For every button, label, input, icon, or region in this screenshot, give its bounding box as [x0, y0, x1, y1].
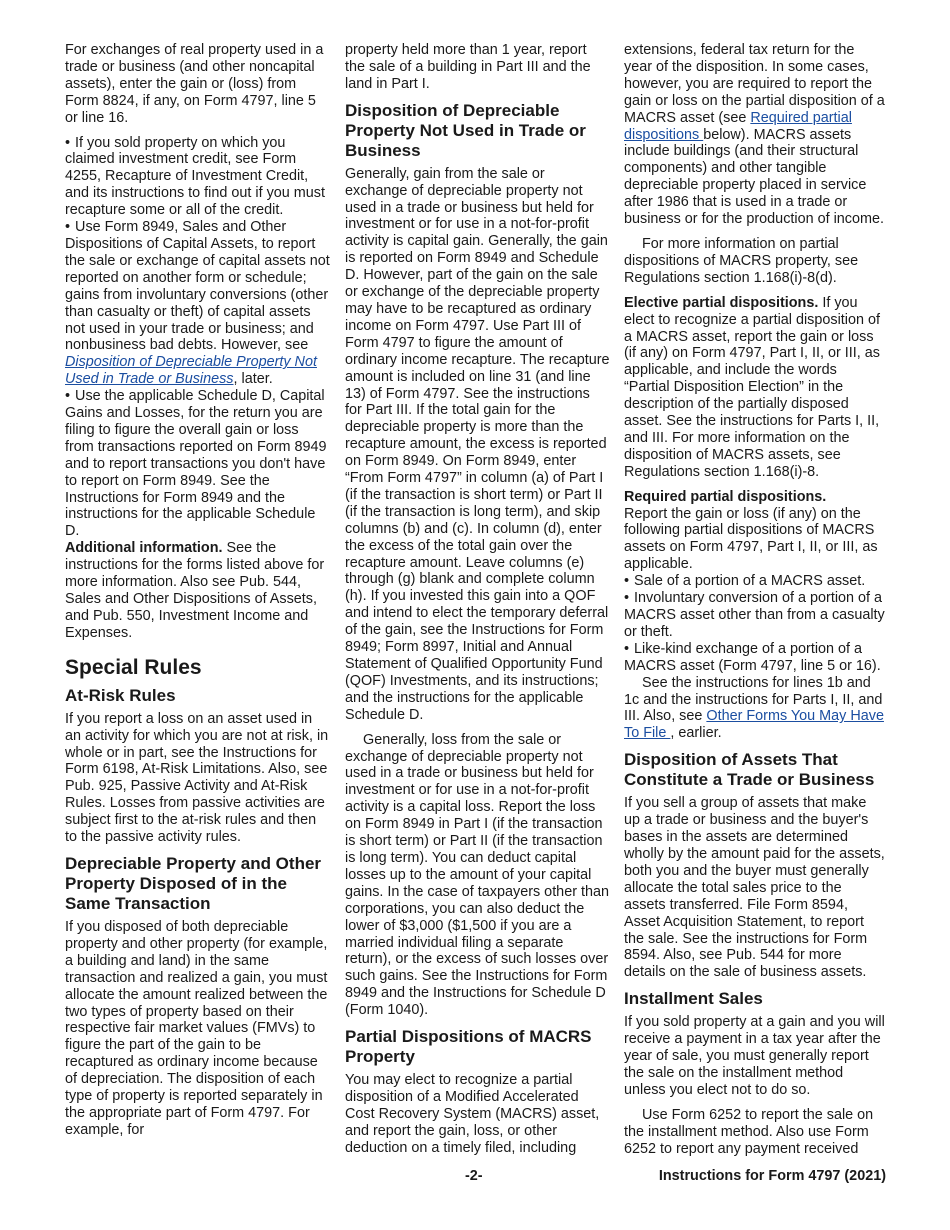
paragraph-disposition-gain: Generally, gain from the sale or exchange of depreciable property not used in a trade or business but held for investment or for use in a not-for-profit activity is capital gain. Generally, the gain is reported on Form 8949 and Schedule D. However, part of the gain on the sale or exchange of the depreciable property may have to be recaptured as ordinary income on Form 4797. Use Part III of Form 4797 to figure the amount of ordinary income recapture. The recapture amount is included on line 31 (and line 13) of Form 4797. See the instructions for Part III. If the total gain for the depreciable property is more than the recapture amount, the excess is reported on Form 8949. On Form 8949, enter “From Form 4797” in column (a) of Part I (if the transaction is short term) or Part II (if the transaction is long term), and skip columns (b) and (c). In column (d), enter the excess of the total gain over the recapture amount. Leave columns (e) through (g) blank and complete column (h). If you invested this gain into a QOF and intend to elect the temporary deferral of the gain, see the Instructions for Form 8949; Form 8997, Initial and Annual Statement of Qualified Opportunity Fund (QOF) Investments, and its instructions; and the instructions for the applicable Schedule D.	[345, 165, 610, 723]
paragraph-installment-sales-2: Use Form 6252 to report the sale on the installment method. Also use Form 6252 to report any payment received	[624, 1106, 874, 1157]
paragraph-installment-sales-1: If you sold property at a gain and you will receive a payment in a tax year after the year of sale, you must generally report the sale on the installment method unless you elect not to do so.	[624, 1014, 885, 1098]
paragraph-extensions	[624, 42, 886, 228]
paragraph-disposition-loss: Generally, loss from the sale or exchange of depreciable property not used in a trade or business but held for investment or for use in a not-for-profit activity is a capital loss. Report the loss on Form 8949 in Part I (if the transaction is short term) or Part II (if the transaction is long term). You can deduct capital losses up to the amount of your capital gains. In the case of taxpayers other than corporations, you can also deduct the lower of $3,000 ($1,500 if you are a married individual filing a separate return), or the excess of such losses over such gains. See the Instructions for Form 8949 and the Instructions for Schedule D (Form 1040).	[345, 731, 609, 1019]
bullet-form-8949-text: Use Form 8949, Sales and Other Dispositions of Capital Assets, to report the sale or exchange of capital assets not reported on another form or schedule; gains from involuntary conversions (other than casualty or theft) of capital assets not used in your trade or business; and nonbusiness bad debts. However, see	[65, 219, 330, 354]
heading-installment-sales: Installment Sales	[624, 989, 763, 1009]
heading-partial-dispositions-macrs: Partial Dispositions of MACRS Property	[345, 1027, 592, 1067]
heading-assets-trade-or-business: Disposition of Assets That Constitute a Trade or Business	[624, 750, 875, 790]
extensions-text: extensions, federal tax return for the year of the disposition. In some cases, however, you are required to report the gain or loss on the partial disposition of a MACRS asset (see	[624, 42, 885, 126]
link-required-partial-dispositions[interactable]: Required partial dispositions	[624, 109, 852, 143]
elective-partial-heading: Elective partial dispositions.	[624, 294, 819, 311]
column-2	[345, 42, 610, 1165]
column-1	[65, 42, 330, 1147]
see-instructions-text: See the instructions for lines 1b and 1c and the instructions for Parts I, II, and III. Also, see	[624, 674, 883, 725]
required-partial-heading: Required partial dispositions.	[624, 488, 827, 505]
paragraph-partial-dispositions: You may elect to recognize a partial disposition of a Modified Accelerated Cost Recovery System (MACRS) asset, and report the gain, loss, or other deduction on a timely filed, including	[345, 1072, 600, 1156]
link-other-forms[interactable]: Other Forms You May Have To File	[624, 708, 884, 742]
heading-special-rules: Special Rules	[65, 655, 202, 679]
paragraph-more-information-partial: For more information on partial dispositions of MACRS property, see Regulations section 1.168(i)-8(d).	[624, 235, 859, 286]
heading-disposition-not-used-in-trade: Disposition of Depreciable Property Not Used in Trade or Business	[345, 100, 586, 160]
heading-depreciable-and-other-property: Depreciable Property and Other Property Disposed of in the Same Transaction	[65, 853, 322, 913]
additional-information-heading: Additional information.	[65, 540, 223, 557]
paragraph-assets-trade-or-business: If you sell a group of assets that make up a trade or business and the buyer's bases in the assets are determined wholly by the amount paid for the assets, both you and the buyer must generally allocate the total sales price to the assets transferred. File Form 8594, Asset Acquisition Statement, to report the sale. See the instructions for Form 8594. Also, see Pub. 544 for more details on the sale of business assets.	[624, 795, 885, 981]
column-3	[624, 42, 886, 1165]
link-disposition-depreciable-property[interactable]: Disposition of Depreciable Property Not Used in Trade or Business	[65, 354, 317, 388]
paragraph-at-risk-rules: If you report a loss on an asset used in an activity for which you are not at risk, in whole or in part, see the Instructions for Form 6198, At-Risk Limitations. Also, see Pub. 925, Passive Activity and At-Risk Rules. Losses from passive activities are subject first to the at-risk rules and then to the passive activity rules.	[65, 710, 329, 846]
paragraph-depreciable-and-other-property: If you disposed of both depreciable property and other property (for example, a building and land) in the same transaction and realized a gain, you must allocate the amount realized between the two types of property based on their respective fair market values (FMVs) to figure the part of the gain to be recaptured as ordinary income because of depreciation. The disposition of each type of property is reported separately in the appropriate part of Form 4797. For example, for	[65, 918, 328, 1138]
paragraph-additional-information	[65, 540, 330, 641]
see-instructions-suffix: , earlier.	[670, 725, 722, 742]
bullet-form-8949-suffix: , later.	[233, 371, 273, 388]
paragraph-building-and-land: property held more than 1 year, report the sale of a building in Part III and the land in Part I.	[345, 42, 591, 92]
bullet-investment-credit: • If you sold property on which you claimed investment credit, see Form 4255, Recapture of Investment Credit, and its instructions to find out if you must recapture some or all of the credit.	[65, 135, 330, 220]
page-number: -2-	[465, 1168, 483, 1184]
extensions-text-continued: below). MACRS assets include buildings (and their structural components) and other tangible depreciable property placed in service after 1986 that is used in a trade or business or for the production of income.	[624, 126, 884, 228]
paragraph-exchanges: For exchanges of real property used in a trade or business (and other noncapital assets), enter the gain or (loss) from Form 8824, if any, on Form 4797, line 5 or line 16.	[65, 42, 324, 126]
required-partial-text: Report the gain or loss (if any) on the following partial dispositions of MACRS assets on Form 4797, Part I, II, or III, as applicable.	[624, 505, 878, 573]
bullet-like-kind-exchange: • Like-kind exchange of a portion of a MACRS asset (Form 4797, line 5 or 16).	[624, 641, 886, 675]
paragraph-see-instructions	[624, 675, 886, 743]
footer-form-title: Instructions for Form 4797 (2021)	[658, 1168, 886, 1184]
elective-partial-text: If you elect to recognize a partial disposition of a MACRS asset, report the gain or loss (if any) on Form 4797, Part I, II, or III, as applicable, and include the words “Partial Disposition Election” in the description of the partially disposed asset. See the instructions for Parts I, II, and III. For more information on the disposition of MACRS assets, see Regulations section 1.168(i)-8.	[624, 294, 880, 480]
bullet-sale-portion: • Sale of a portion of a MACRS asset.	[624, 573, 886, 590]
bullet-involuntary-conversion: • Involuntary conversion of a portion of a MACRS asset other than from a casualty or theft.	[624, 590, 886, 641]
paragraph-required-partial	[624, 489, 886, 574]
additional-information-text: See the instructions for the forms listed above for more information. Also see Pub. 544, Sales and Other Dispositions of Assets, and Pub. 550, Investment Income and Expenses.	[65, 540, 325, 641]
bullet-schedule-d: • Use the applicable Schedule D, Capital Gains and Losses, for the return you are filing to figure the overall gain or loss from transactions reported on Form 8949 and to report transactions you don't have to report on Form 8949. See the Instructions for Form 8949 and the instructions for the applicable Schedule D.	[65, 388, 330, 540]
bullet-form-8949	[65, 219, 330, 388]
heading-at-risk-rules: At-Risk Rules	[65, 685, 176, 705]
paragraph-elective-partial	[624, 295, 886, 481]
